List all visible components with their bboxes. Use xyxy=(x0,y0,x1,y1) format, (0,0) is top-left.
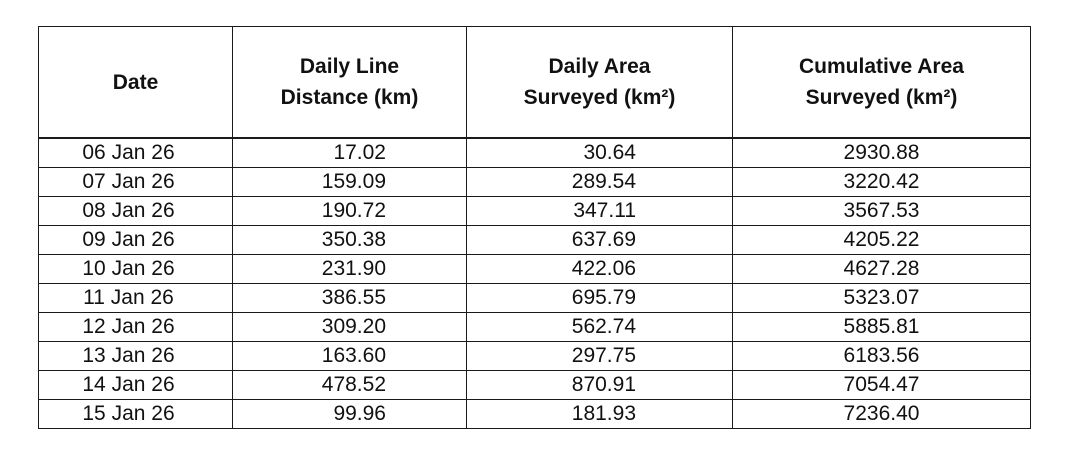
header-cumulative-area-surveyed-line2: Surveyed (km²) xyxy=(805,86,958,109)
table-row xyxy=(39,400,1031,429)
table-row xyxy=(39,342,1031,371)
cell-cumulative-area-surveyed: 5885.81 xyxy=(733,313,1031,342)
cell-daily-area-surveyed: 181.93 xyxy=(467,400,733,429)
table-row xyxy=(39,197,1031,226)
cell-daily-area-surveyed: 870.91 xyxy=(467,371,733,400)
cell-daily-line-distance: 231.90 xyxy=(233,255,467,284)
header-daily-line-distance xyxy=(233,27,467,139)
table-row xyxy=(39,168,1031,197)
table-row xyxy=(39,138,1031,168)
table-body xyxy=(39,138,1031,429)
cell-daily-area-surveyed: 695.79 xyxy=(467,284,733,313)
cell-daily-line-distance: 190.72 xyxy=(233,197,467,226)
header-date xyxy=(39,27,233,139)
cell-date: 15 Jan 26 xyxy=(39,400,233,429)
cell-daily-line-distance: 350.38 xyxy=(233,226,467,255)
header-daily-line-distance-line2: Distance (km) xyxy=(280,86,419,109)
cell-daily-area-surveyed: 30.64 xyxy=(467,138,733,168)
cell-cumulative-area-surveyed: 4627.28 xyxy=(733,255,1031,284)
cell-date: 13 Jan 26 xyxy=(39,342,233,371)
cell-cumulative-area-surveyed: 3220.42 xyxy=(733,168,1031,197)
cell-date: 07 Jan 26 xyxy=(39,168,233,197)
cell-daily-area-surveyed: 637.69 xyxy=(467,226,733,255)
survey-progress-table xyxy=(38,26,1031,429)
table-row xyxy=(39,313,1031,342)
header-daily-area-surveyed xyxy=(467,27,733,139)
cell-date: 10 Jan 26 xyxy=(39,255,233,284)
table-row xyxy=(39,255,1031,284)
cell-daily-line-distance: 163.60 xyxy=(233,342,467,371)
cell-cumulative-area-surveyed: 5323.07 xyxy=(733,284,1031,313)
header-row xyxy=(39,27,1031,139)
cell-cumulative-area-surveyed: 2930.88 xyxy=(733,138,1031,168)
cell-cumulative-area-surveyed: 7236.40 xyxy=(733,400,1031,429)
header-daily-line-distance-line1: Daily Line xyxy=(299,55,400,78)
header-cumulative-area-surveyed-line1: Cumulative Area xyxy=(799,55,964,78)
cell-date: 06 Jan 26 xyxy=(39,138,233,168)
header-daily-area-surveyed-line2: Surveyed (km²) xyxy=(523,86,676,109)
table-row xyxy=(39,284,1031,313)
table-row xyxy=(39,371,1031,400)
table-row xyxy=(39,226,1031,255)
cell-daily-line-distance: 159.09 xyxy=(233,168,467,197)
cell-daily-area-surveyed: 347.11 xyxy=(467,197,733,226)
cell-date: 09 Jan 26 xyxy=(39,226,233,255)
cell-daily-line-distance: 17.02 xyxy=(233,138,467,168)
cell-cumulative-area-surveyed: 3567.53 xyxy=(733,197,1031,226)
table-header xyxy=(39,27,1031,139)
header-date-label: Date xyxy=(112,70,159,94)
cell-date: 14 Jan 26 xyxy=(39,371,233,400)
cell-cumulative-area-surveyed: 6183.56 xyxy=(733,342,1031,371)
cell-date: 12 Jan 26 xyxy=(39,313,233,342)
cell-daily-line-distance: 478.52 xyxy=(233,371,467,400)
cell-cumulative-area-surveyed: 7054.47 xyxy=(733,371,1031,400)
cell-daily-line-distance: 309.20 xyxy=(233,313,467,342)
cell-date: 11 Jan 26 xyxy=(39,284,233,313)
cell-daily-line-distance: 386.55 xyxy=(233,284,467,313)
cell-cumulative-area-surveyed: 4205.22 xyxy=(733,226,1031,255)
cell-daily-line-distance: 99.96 xyxy=(233,400,467,429)
cell-date: 08 Jan 26 xyxy=(39,197,233,226)
cell-daily-area-surveyed: 562.74 xyxy=(467,313,733,342)
cell-daily-area-surveyed: 289.54 xyxy=(467,168,733,197)
header-cumulative-area-surveyed xyxy=(733,27,1031,139)
header-daily-area-surveyed-line1: Daily Area xyxy=(548,55,651,78)
cell-daily-area-surveyed: 297.75 xyxy=(467,342,733,371)
cell-daily-area-surveyed: 422.06 xyxy=(467,255,733,284)
